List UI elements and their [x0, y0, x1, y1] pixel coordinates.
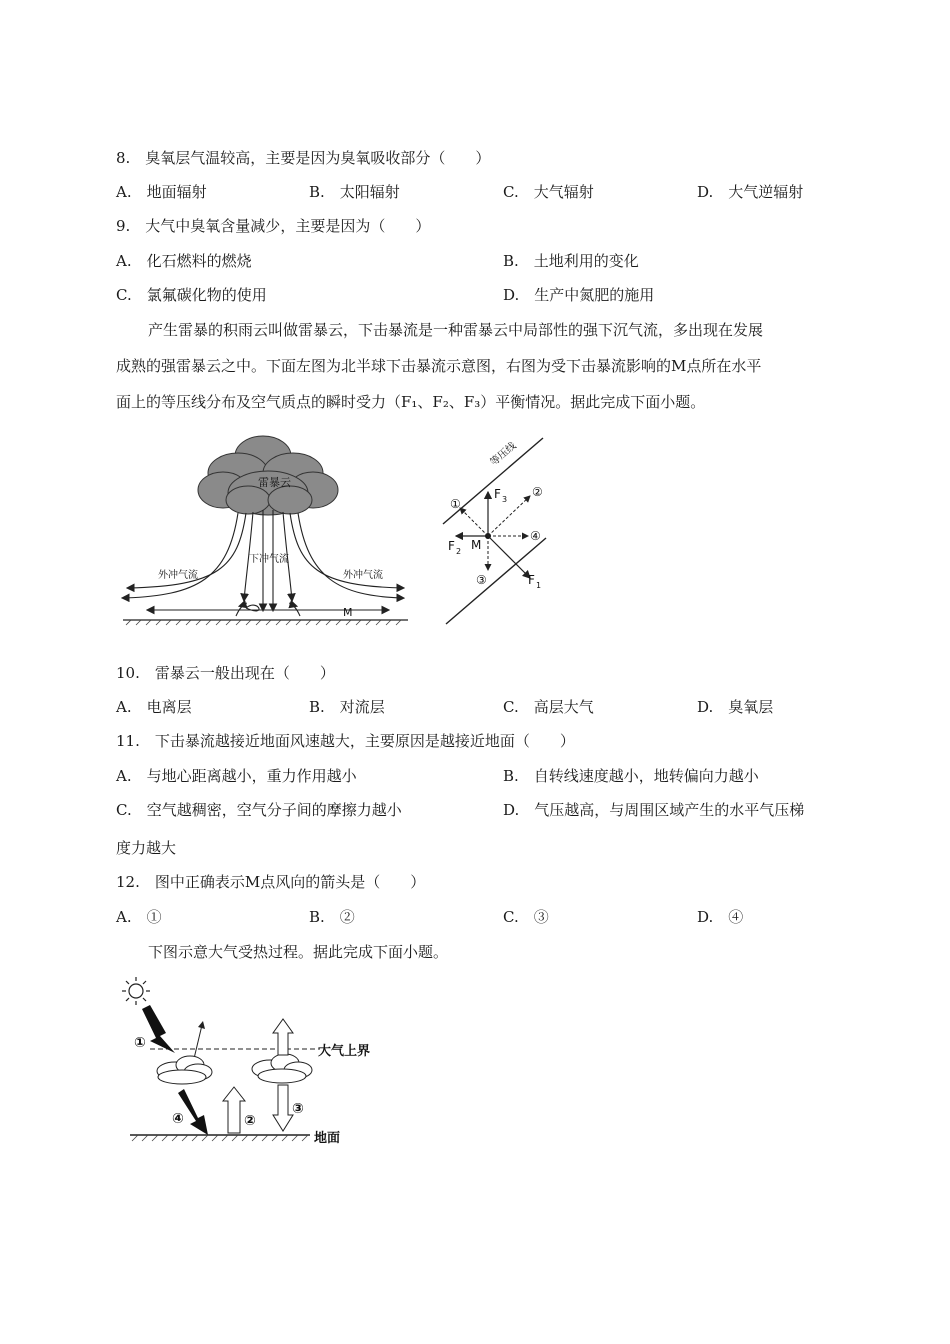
- q10-option-d: D. 臭氧层: [697, 698, 774, 716]
- label-1: ①: [134, 1035, 146, 1051]
- passage-heating: 下图示意大气受热过程。据此完成下面小题。: [148, 943, 449, 961]
- q12-option-c: C. ③: [503, 908, 549, 926]
- isobar-force-diagram: [438, 432, 550, 628]
- question-12-stem: 12. 图中正确表示M点风向的箭头是（ ）: [116, 873, 426, 891]
- q11-option-d: D. 气压越高，与周围区域产生的水平气压梯: [503, 801, 805, 819]
- q8-option-c: C. 大气辐射: [503, 183, 594, 201]
- q8-option-b: B. 太阳辐射: [309, 183, 400, 201]
- outflow-left-label: 外冲气流: [158, 570, 198, 581]
- question-8-stem: 8. 臭氧层气温较高，主要是因为臭氧吸收部分（ ）: [116, 149, 491, 167]
- f2-subscript: 2: [456, 547, 462, 556]
- q9-option-b: B. 土地利用的变化: [503, 252, 639, 270]
- passage-line-1: 产生雷暴的积雨云叫做雷暴云，下击暴流是一种雷暴云中局部性的强下沉气流，多出现在发展: [148, 321, 764, 339]
- q11-option-b: B. 自转线速度越小，地转偏向力越小: [503, 767, 759, 785]
- q12-option-b: B. ②: [309, 908, 355, 926]
- downdraft-label: 下冲气流: [249, 554, 289, 565]
- arrow-label-3: ③: [476, 573, 487, 587]
- ground-radiation-arrow: [223, 1087, 245, 1133]
- sun-icon: [122, 977, 150, 1005]
- ground-label: 地面: [314, 1131, 341, 1146]
- q8-option-a: A. 地面辐射: [116, 183, 207, 201]
- passage-thunderstorm: [116, 320, 836, 410]
- cloud-left: [157, 1056, 212, 1084]
- q11-option-a: A. 与地心距离越小，重力作用越小: [116, 767, 357, 785]
- atmospheric-counter-radiation-arrow: [273, 1085, 293, 1131]
- passage-line-2: 成熟的强雷暴云之中。下面左图为北半球下击暴流示意图，右图为受下击暴流影响的M点所在水平: [116, 357, 762, 375]
- q10-option-a: A. 电离层: [116, 698, 192, 716]
- cloud-label: 雷暴云: [258, 476, 291, 489]
- isobar-label: 等压线: [488, 440, 519, 469]
- arrow-label-4: ④: [530, 529, 541, 543]
- wind-arrow-2: [488, 496, 530, 536]
- q12-option-d: D. ④: [697, 908, 744, 926]
- atmospheric-radiation-up-arrow: [273, 1019, 293, 1055]
- ground-hatch: [126, 620, 401, 625]
- passage-line-3: 面上的等压线分布及空气质点的瞬时受力（F₁、F₂、F₃）平衡情况。据此完成下面小题。: [116, 393, 706, 411]
- downburst-diagram: [118, 428, 413, 633]
- q12-option-a: A. ①: [116, 908, 162, 926]
- solar-radiation-arrow: [142, 1005, 175, 1053]
- f3-subscript: 3: [502, 495, 508, 504]
- q8-option-d: D. 大气逆辐射: [697, 183, 804, 201]
- label-4: ④: [172, 1111, 184, 1127]
- arrow-label-2: ②: [532, 485, 543, 499]
- atmosphere-top-label: 大气上界: [318, 1044, 371, 1059]
- q9-option-c: C. 氯氟碳化物的使用: [116, 286, 267, 304]
- q10-option-b: B. 对流层: [309, 698, 385, 716]
- question-9-stem: 9. 大气中臭氧含量减少，主要是因为（ ）: [116, 217, 431, 235]
- q11-option-d-continuation: 度力越大: [116, 839, 177, 857]
- outflow-right-label: 外冲气流: [343, 570, 383, 581]
- arrow-label-1: ①: [450, 497, 461, 511]
- f2-label: F: [448, 539, 455, 553]
- m-label: M: [471, 538, 482, 552]
- label-2: ②: [244, 1113, 256, 1129]
- cloud-right: [252, 1054, 312, 1083]
- f3-label: F: [494, 487, 501, 501]
- label-3: ③: [292, 1101, 304, 1117]
- q10-option-c: C. 高层大气: [503, 698, 594, 716]
- f1-label: F: [528, 573, 535, 587]
- atmosphere-heating-diagram: [120, 975, 390, 1150]
- question-11-stem: 11. 下击暴流越接近地面风速越大，主要原因是越接近地面（ ）: [116, 732, 575, 750]
- q9-option-a: A. 化石燃料的燃烧: [116, 252, 252, 270]
- question-10-stem: 10. 雷暴云一般出现在（ ）: [116, 664, 335, 682]
- q9-option-d: D. 生产中氮肥的施用: [503, 286, 655, 304]
- ground-hatch: [132, 1135, 308, 1141]
- m-point-label: M: [343, 606, 353, 619]
- isobar-upper: [443, 438, 543, 524]
- f1-subscript: 1: [536, 581, 542, 590]
- wind-arrow-1: [460, 508, 488, 536]
- q11-option-c: C. 空气越稠密，空气分子间的摩擦力越小: [116, 801, 402, 819]
